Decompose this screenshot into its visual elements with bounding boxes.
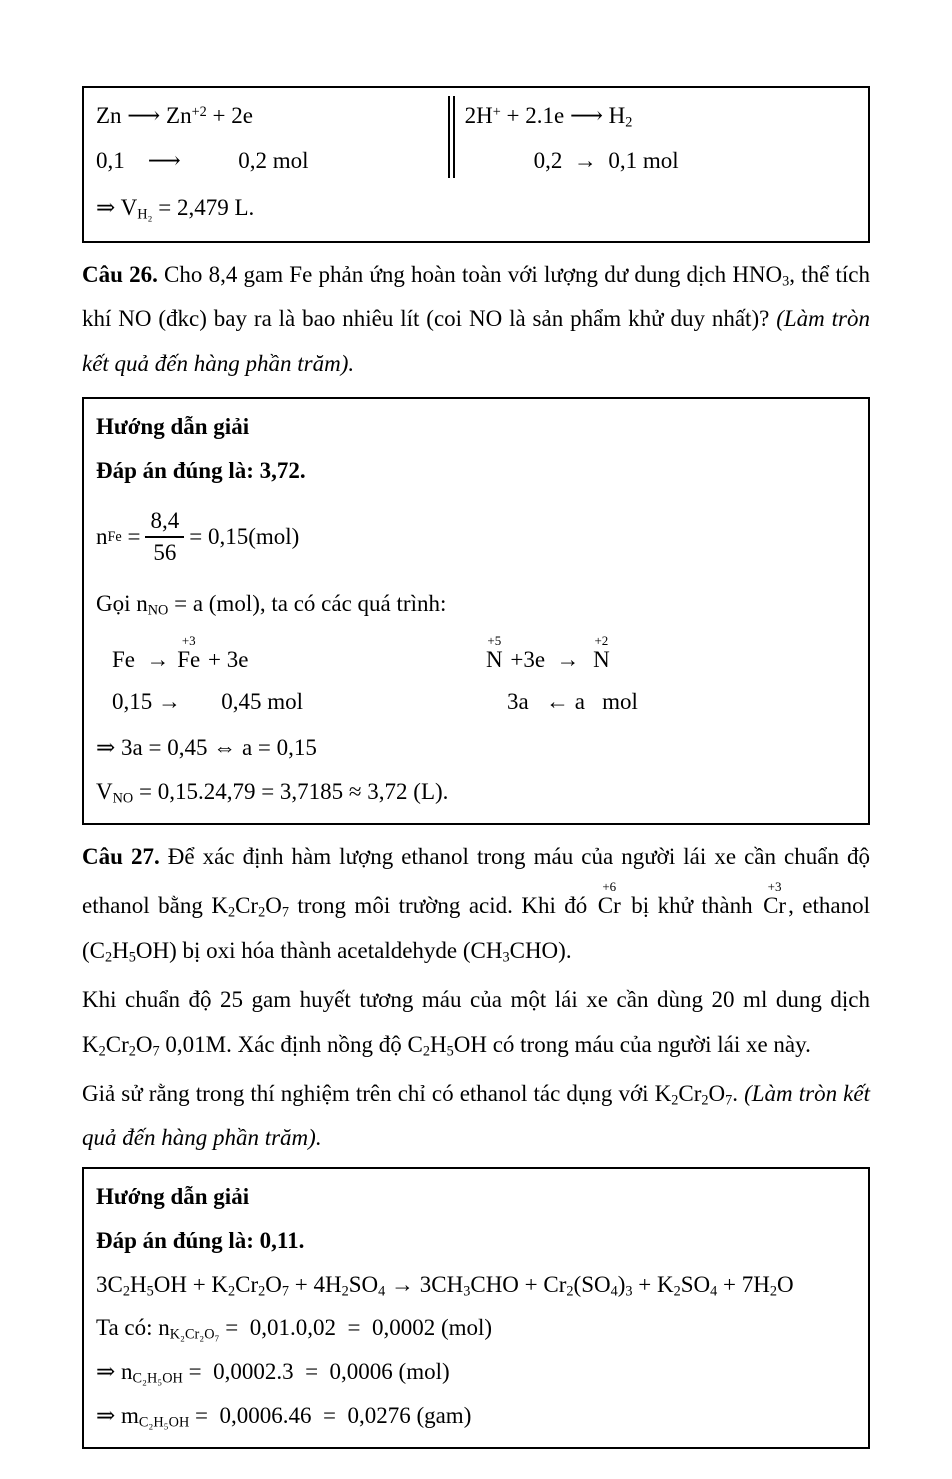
half-reaction-divider — [448, 96, 455, 178]
reaction-equation-line: $3C_2H_5OH + K_2Cr_2O_7 + 4H_2SO_4 \to 3CH_3CHO + Cr_2(SO_4)_3 + K_2SO_4 + 7H_2O$ — [96, 1271, 794, 1300]
solution-25-box — [82, 86, 870, 243]
solution-27-answer-line: Đáp án đúng là: 0,11. — [96, 1227, 305, 1253]
h-reduction-column — [465, 94, 856, 184]
zn-oxidation-column — [96, 94, 446, 184]
question-26-rounding-note: (Làm tròn kết quả đến hàng phần trăm). — [82, 306, 870, 377]
question-26-paragraph — [82, 253, 870, 388]
fe-oxidation-column — [112, 634, 484, 720]
zn-mol-line: 0,1 ⟶ 0,2 mol — [96, 147, 309, 173]
process-intro-line: Gọi $n_{NO} = a$ (mol), ta có các quá trình: — [96, 591, 447, 619]
n-mol-ratio-line: 3a ← a mol — [484, 689, 638, 715]
question-26-text: Cho 8,4 gam Fe phản ứng hoàn toàn với lượng dư dung dịch $HNO_3$, thể tích khí NO (đkc) bay ra là bao nhiêu lít (coi NO là sản phẩm khử duy nhất)? — [82, 261, 871, 332]
zn-oxidation-line: Zn ⟶ $Zn^{+2} + 2e$ — [96, 103, 253, 128]
fe-mol-ratio-line: 0,15 → 0,45 mol — [112, 689, 304, 715]
k2cr2o7-mol-line: Ta có: $n_{K_2Cr_2O_7} = 0,01.0,02 = 0,0002$ (mol) — [96, 1315, 493, 1343]
fe-oxidation-line: Fe → +3 Fe + 3e — [112, 632, 249, 672]
ethanol-mol-line: ⇒ $n_{C_2H_5OH} = 0,0002.3 = 0,0006$ (mol) — [96, 1358, 450, 1387]
h2-volume-line: ⇒ $V_{H_2} = 2,479$ L. — [96, 194, 255, 223]
fe-mol-line: n Fe = $\frac{8,4}{56}$ = 0,15(mol) — [96, 506, 856, 568]
no-volume-line: $V_{NO} = 0,15.24,79 = 3,7185 \approx 3,72$ (L). — [96, 778, 449, 807]
h-mol-line: 0,2 → 0,1 mol — [464, 147, 679, 173]
n-reduction-line: +5 N +3e → +2 N — [486, 632, 610, 672]
question-27-rounding-note: (Làm tròn kết quả đến hàng phần trăm). — [82, 1080, 870, 1151]
solution-26-box — [82, 397, 870, 825]
question-27-text-2: Khi chuẩn độ 25 gam huyết tương máu của một lái xe cần dùng 20 ml dung dịch $K_2Cr_2O_7$ 0,01M. Xác định nồng độ $C_2H_5OH$ có trong máu của người lái xe này. — [82, 986, 870, 1060]
solution-26-heading: Hướng dẫn giải — [96, 414, 250, 440]
n-reduction-column — [484, 634, 856, 720]
question-27-label: Câu 27. — [82, 844, 160, 870]
half-reactions-row — [96, 94, 856, 184]
question-27-paragraph-1 — [82, 835, 870, 974]
solution-26-answer-line: Đáp án đúng là: 3,72. — [96, 457, 306, 483]
question-26-label: Câu 26. — [82, 261, 158, 287]
question-27-paragraph-3 — [82, 1072, 870, 1162]
question-27-paragraph-2 — [82, 978, 870, 1068]
electron-exchange-block — [96, 634, 856, 720]
ethanol-mass-line: ⇒ $m_{C_2H_5OH} = 0,0006.46 = 0,0276$ (gam) — [96, 1402, 472, 1431]
question-27-text-1: Để xác định hàm lượng ethanol trong máu của người lái xe cần chuẩn độ ethanol bằng $K_2Cr_2O_7$ trong môi trường acid. Khi đó +6 Cr bị khử thành +3 Cr , ethanol $(C_2H_5OH)$ bị oxi hóa thành acetaldehyde $(CH_3CHO)$. — [82, 844, 871, 966]
h-reduction-line: 2H+ + 2.1e ⟶ $H_2$ — [464, 103, 633, 131]
deduction-line: ⇒ 3a = 0,45 ⇔ a = 0,15 — [96, 734, 317, 760]
solution-27-heading: Hướng dẫn giải — [96, 1184, 250, 1210]
solution-27-box — [82, 1167, 870, 1449]
question-27-text-3: Giả sử rằng trong thí nghiệm trên chỉ có ethanol tác dụng với $K_2Cr_2O_7$. — [82, 1080, 738, 1109]
